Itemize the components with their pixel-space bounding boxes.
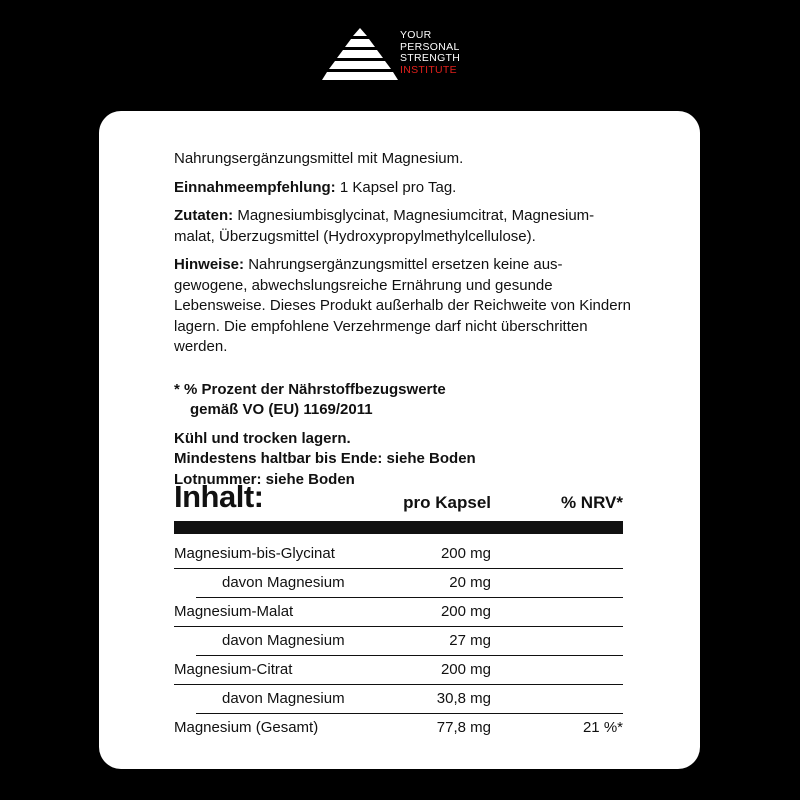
row-amount: 30,8 mg	[436, 690, 491, 707]
ingredients-label: Zutaten:	[174, 207, 234, 224]
notes-text: Nahrungsergänzungsmittel ersetzen keine aus-gewogene, abwechslungsreiche Ernährung und gesunde Lebensweise. Dieses Produkt außerhalb der Reichweite von Kindern lagern. Die empfohlene Verzehrmenge darf nicht überschritten werden.	[174, 256, 631, 355]
brand-logo	[322, 26, 482, 86]
footnote-line: gemäß VO (EU) 1169/2011	[190, 401, 373, 418]
table-body	[174, 540, 623, 742]
table-title: Inhalt:	[174, 479, 264, 514]
brand-line-accent: INSTITUTE	[400, 63, 457, 76]
brand-line: PERSONAL	[400, 40, 460, 53]
row-name: Magnesium-Malat	[174, 603, 294, 620]
row-nrv: 21 %*	[582, 719, 623, 736]
label-card	[99, 111, 700, 769]
ingredients-paragraph	[174, 206, 634, 247]
table-row-total	[174, 714, 623, 742]
header-rule	[174, 521, 623, 534]
table-row	[174, 656, 623, 685]
storage-line: Kühl und trocken lagern.	[174, 429, 351, 447]
table-row	[196, 627, 623, 656]
ingredients-text: Magnesiumbisglycinat, Magnesiumcitrat, Magnesium-malat, Überzugsmittel (Hydroxypropylmethylcellulose).	[174, 207, 595, 245]
notes-label: Hinweise:	[174, 256, 245, 273]
row-amount: 200 mg	[440, 661, 491, 678]
row-name: davon Magnesium	[222, 574, 345, 591]
brand-line: STRENGTH	[400, 52, 461, 64]
table-row	[196, 685, 623, 714]
dosage-label: Einnahmeempfehlung:	[174, 178, 336, 196]
intro-text: Nahrungsergänzungsmittel mit Magnesium.	[174, 150, 464, 167]
row-amount: 200 mg	[440, 545, 491, 562]
column-header-per-capsule: pro Kapsel	[403, 493, 491, 512]
row-name: Magnesium-Citrat	[174, 661, 293, 678]
storage-line: Mindestens haltbar bis Ende: siehe Boden	[174, 450, 476, 467]
column-header-nrv: % NRV*	[560, 493, 623, 512]
label-text	[174, 149, 634, 498]
brand-wordmark	[400, 30, 460, 76]
row-name: Magnesium-bis-Glycinat	[174, 545, 335, 562]
notes-paragraph	[174, 255, 634, 358]
dosage-text: 1 Kapsel pro Tag.	[335, 178, 457, 196]
row-name: davon Magnesium	[222, 690, 345, 707]
row-amount: 200 mg	[440, 603, 491, 620]
row-amount: 20 mg	[449, 574, 491, 591]
storage-line: Lotnummer: siehe Boden	[174, 470, 355, 488]
nutrition-table	[174, 479, 623, 742]
dosage-paragraph	[174, 178, 634, 199]
footnote-line: * % Prozent der Nährstoffbezugswerte	[174, 380, 446, 398]
row-amount: 77,8 mg	[436, 719, 491, 736]
footnote	[174, 380, 634, 421]
brand-line: YOUR	[400, 29, 432, 41]
pyramid-logo-icon	[322, 26, 398, 84]
table-row	[196, 569, 623, 598]
row-name: Magnesium (Gesamt)	[174, 719, 319, 736]
table-row	[174, 598, 623, 627]
row-amount: 27 mg	[449, 632, 491, 649]
table-header	[174, 479, 623, 521]
table-row	[174, 540, 623, 569]
row-name: davon Magnesium	[222, 632, 345, 649]
